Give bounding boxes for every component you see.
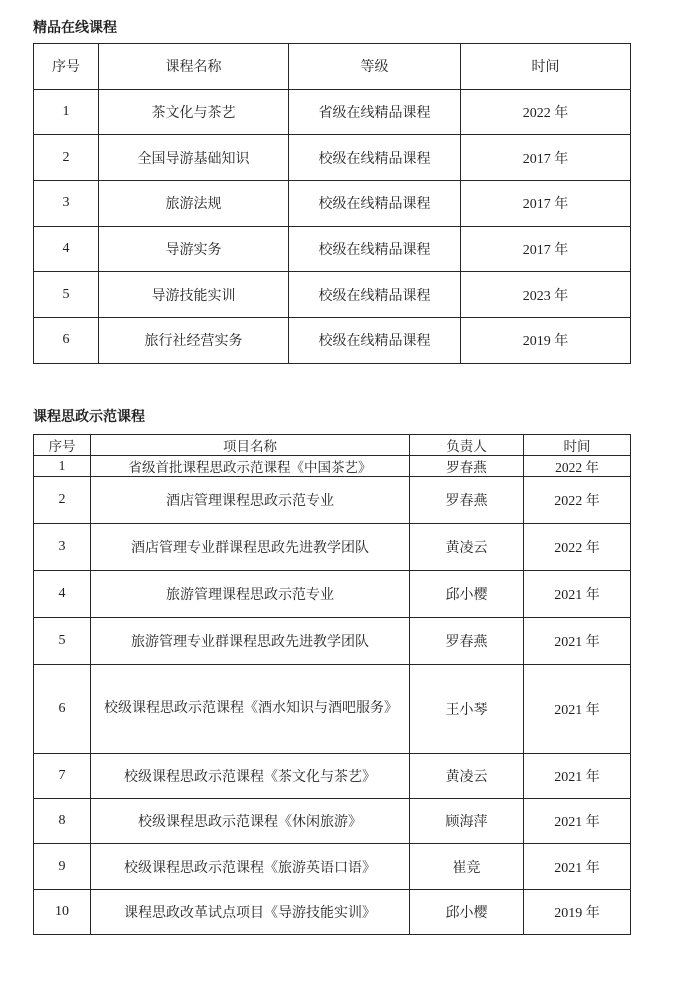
- table-row: [34, 754, 631, 799]
- table-row: [34, 477, 631, 524]
- table-cell: 2: [34, 477, 91, 524]
- table-cell: 罗春燕: [410, 456, 524, 477]
- table-row: [34, 571, 631, 618]
- table-cell: 2021 年: [524, 844, 631, 890]
- table-row: [34, 665, 631, 754]
- table-cell: 6: [34, 318, 99, 364]
- table-cell: 崔竞: [410, 844, 524, 890]
- table-row: [34, 524, 631, 571]
- table-cell: 2022 年: [524, 477, 631, 524]
- column-header-person-in-charge: 负责人: [410, 435, 524, 456]
- table-cell: 王小琴: [410, 665, 524, 754]
- table-cell: 课程思政改革试点项目《导游技能实训》: [91, 890, 410, 935]
- table-cell: 旅游管理课程思政示范专业: [91, 571, 410, 618]
- column-header-time: 时间: [524, 435, 631, 456]
- table-cell: 校级课程思政示范课程《旅游英语口语》: [91, 844, 410, 890]
- column-header-time: 时间: [461, 44, 631, 90]
- table-cell: 2021 年: [524, 754, 631, 799]
- table-cell: 旅游管理专业群课程思政先进教学团队: [91, 618, 410, 665]
- table-cell: 2022 年: [461, 89, 631, 135]
- table-row: [34, 844, 631, 890]
- table-cell: 邱小樱: [410, 890, 524, 935]
- table-cell: 省级首批课程思政示范课程《中国茶艺》: [91, 456, 410, 477]
- table-cell: 校级在线精品课程: [289, 226, 461, 272]
- table-cell: 校级课程思政示范课程《休闲旅游》: [91, 799, 410, 844]
- table-cell: 4: [34, 226, 99, 272]
- column-header-index: 序号: [34, 435, 91, 456]
- table-cell: 校级在线精品课程: [289, 272, 461, 318]
- table-row: [34, 135, 631, 181]
- table-cell: 2022 年: [524, 524, 631, 571]
- table-cell: 2017 年: [461, 226, 631, 272]
- table-row: [34, 226, 631, 272]
- column-header-index: 序号: [34, 44, 99, 90]
- table-row: [34, 456, 631, 477]
- table-row: [34, 272, 631, 318]
- table-row: [34, 181, 631, 227]
- table-cell: 罗春燕: [410, 618, 524, 665]
- column-header-level: 等级: [289, 44, 461, 90]
- table-cell: 邱小樱: [410, 571, 524, 618]
- table-cell: 导游技能实训: [99, 272, 289, 318]
- table-cell: 1: [34, 456, 91, 477]
- table-cell: 2021 年: [524, 571, 631, 618]
- table-cell: 2019 年: [524, 890, 631, 935]
- ideological-demo-courses-table: [33, 434, 631, 935]
- premium-online-courses-title: 精品在线课程: [33, 21, 117, 36]
- table-cell: 8: [34, 799, 91, 844]
- table-cell: 黄凌云: [410, 524, 524, 571]
- table-cell: 2023 年: [461, 272, 631, 318]
- table-cell: 3: [34, 181, 99, 227]
- table-cell: 10: [34, 890, 91, 935]
- table-row: [34, 799, 631, 844]
- table-cell: 顾海萍: [410, 799, 524, 844]
- table-cell: 校级在线精品课程: [289, 135, 461, 181]
- table-cell: 7: [34, 754, 91, 799]
- table-cell: 1: [34, 89, 99, 135]
- table-cell: 3: [34, 524, 91, 571]
- table-header-row: [34, 435, 631, 456]
- table-cell: 黄凌云: [410, 754, 524, 799]
- table-cell: 校级在线精品课程: [289, 318, 461, 364]
- table-cell: 4: [34, 571, 91, 618]
- table-cell: 罗春燕: [410, 477, 524, 524]
- table-cell: 旅行社经营实务: [99, 318, 289, 364]
- table-cell: 2017 年: [461, 135, 631, 181]
- column-header-project-name: 项目名称: [91, 435, 410, 456]
- table-cell: 9: [34, 844, 91, 890]
- table-cell: 2022 年: [524, 456, 631, 477]
- table-cell: 旅游法规: [99, 181, 289, 227]
- table-cell: 茶文化与茶艺: [99, 89, 289, 135]
- table-cell: 酒店管理课程思政示范专业: [91, 477, 410, 524]
- table-row: [34, 618, 631, 665]
- table-cell: 2019 年: [461, 318, 631, 364]
- table-cell: 校级在线精品课程: [289, 181, 461, 227]
- table-row: [34, 318, 631, 364]
- table-cell: 2021 年: [524, 618, 631, 665]
- table-cell: 2: [34, 135, 99, 181]
- table-cell: 6: [34, 665, 91, 754]
- premium-online-courses-table: [33, 43, 631, 364]
- table-cell: 5: [34, 272, 99, 318]
- table-cell: 2021 年: [524, 799, 631, 844]
- table-cell: 5: [34, 618, 91, 665]
- table-cell: 省级在线精品课程: [289, 89, 461, 135]
- table-cell: 全国导游基础知识: [99, 135, 289, 181]
- table-cell: 酒店管理专业群课程思政先进教学团队: [91, 524, 410, 571]
- ideological-demo-courses-title: 课程思政示范课程: [33, 410, 145, 425]
- column-header-course-name: 课程名称: [99, 44, 289, 90]
- table-cell: 校级课程思政示范课程《茶文化与茶艺》: [91, 754, 410, 799]
- table-cell: 2021 年: [524, 665, 631, 754]
- table-cell: 校级课程思政示范课程《酒水知识与酒吧服务》: [91, 665, 410, 754]
- table-header-row: [34, 44, 631, 90]
- table-cell: 导游实务: [99, 226, 289, 272]
- table-row: [34, 890, 631, 935]
- table-row: [34, 89, 631, 135]
- table-cell: 2017 年: [461, 181, 631, 227]
